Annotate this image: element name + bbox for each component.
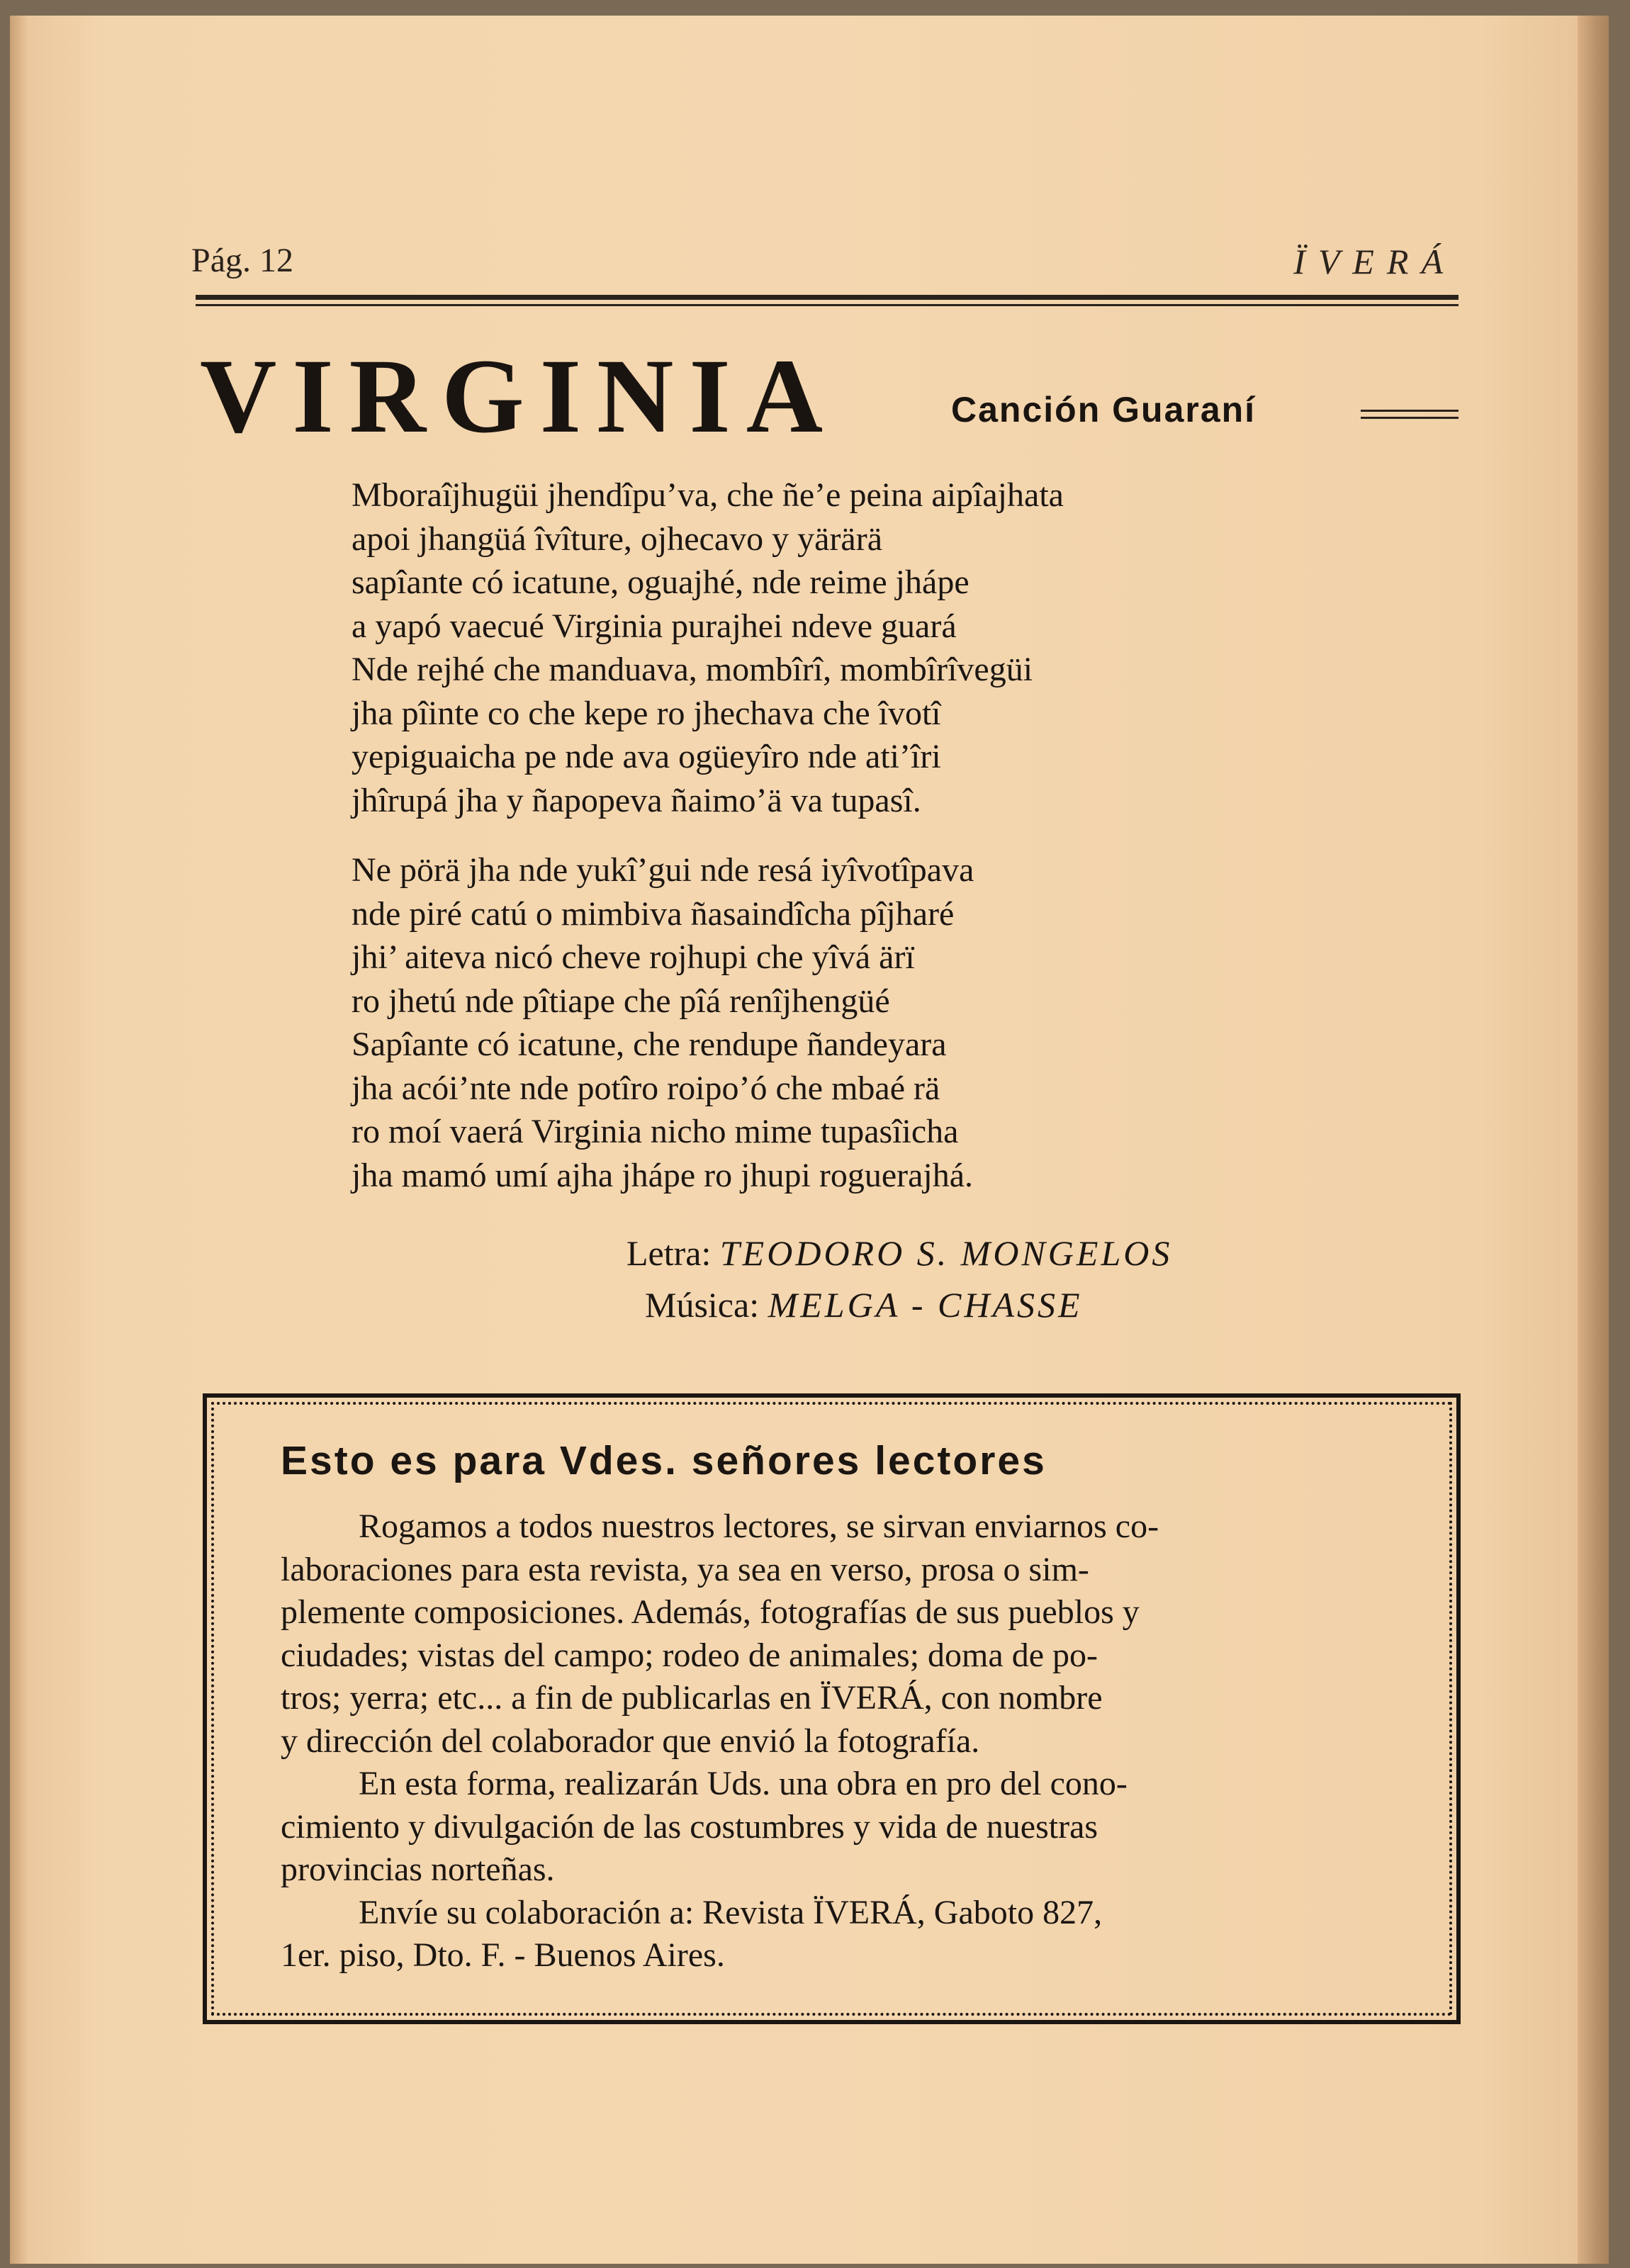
running-title: ÏVERÁ	[1293, 242, 1456, 281]
music-credit	[645, 1284, 1083, 1325]
notice-line: Rogamos a todos nuestros lectores, se sirvan enviarnos co-	[359, 1508, 1159, 1545]
header-rule-thick	[196, 295, 1458, 300]
verse-line: a yapó vaecué Virginia purajhei ndeve guará	[352, 607, 957, 645]
page-number: Pág. 12	[191, 242, 293, 279]
notice-body	[281, 1505, 1400, 1977]
header-rule-thin	[196, 304, 1458, 306]
notice-line: Envíe su colaboración a: Revista ÏVERÁ, Gaboto 827,	[359, 1893, 1103, 1931]
magazine-page	[10, 16, 1609, 2264]
lyrics-label: Letra:	[626, 1233, 712, 1273]
notice-line: En esta forma, realizarán Uds. una obra en pro del cono-	[359, 1765, 1128, 1802]
verse-line: sapîante có icatune, oguajhé, nde reime jhápe	[352, 563, 969, 601]
page-binding-edge	[1578, 16, 1609, 2264]
song-title: VIRGINIA	[200, 337, 839, 455]
notice-line: laboraciones para esta revista, ya sea en verso, prosa o sim-	[281, 1550, 1089, 1588]
verse-line: jha acói’nte nde potîro roipo’ó che mbaé rä	[352, 1069, 940, 1107]
notice-line: ciudades; vistas del campo; rodeo de animales; doma de po-	[281, 1636, 1098, 1674]
notice-line: provincias norteñas.	[281, 1851, 555, 1888]
verse-line: yepiguaicha pe nde ava ogüeyîro nde ati’îri	[352, 738, 941, 775]
verse-line: Ne pörä jha nde yukî’gui nde resá iyîvotîpava	[352, 851, 974, 889]
notice-line: plemente composiciones. Además, fotografías de sus pueblos y	[281, 1593, 1140, 1631]
verse-line: jha mamó umí ajha jhápe ro jhupi roguerajhá.	[352, 1156, 974, 1194]
music-label: Música:	[645, 1285, 760, 1325]
verse-line: jha pîinte co che kepe ro jhechava che îvotî	[352, 694, 941, 732]
stanza-2	[352, 848, 974, 1197]
lyrics-author: TEODORO S. MONGELOS	[719, 1233, 1173, 1273]
notice-line: tros; yerra; etc... a fin de publicarlas en ÏVERÁ, con nombre	[281, 1679, 1103, 1717]
lyrics-credit	[626, 1233, 1172, 1274]
notice-line: cimiento y divulgación de las costumbres y vida de nuestras	[281, 1807, 1098, 1846]
verse-line: Sapîante có icatune, che rendupe ñandeyara	[352, 1026, 947, 1063]
music-author: MELGA - CHASSE	[768, 1285, 1083, 1325]
notice-line: y dirección del colaborador que envió la fotografía.	[281, 1722, 980, 1760]
verse-line: Nde rejhé che manduava, mombîrî, mombîrîvegüi	[352, 651, 1033, 688]
verse-line: ro jhetú nde pîtiape che pîá renîjhengüé	[352, 982, 890, 1020]
verse-line: apoi jhangüá îvîture, ojhecavo y yärärä	[352, 520, 883, 558]
subtitle-rule	[1361, 417, 1458, 419]
notice-line: 1er. piso, Dto. F. - Buenos Aires.	[281, 1936, 725, 1974]
verse-line: nde piré catú o mimbiva ñasaindîcha pîjharé	[352, 894, 955, 933]
readers-notice-box	[203, 1393, 1461, 2024]
page-left-edge	[10, 16, 28, 2264]
verse-line: ro moí vaerá Virginia nicho mime tupasîicha	[352, 1113, 959, 1150]
verse-line: jhîrupá jha y ñapopeva ñaimo’ä va tupasî.	[352, 781, 921, 819]
verse-line: Mboraîjhugüi jhendîpu’va, che ñe’e peina aipîajhata	[352, 476, 1064, 514]
song-subtitle: Canción Guaraní	[951, 390, 1257, 430]
verse-line: jhi’ aiteva nicó cheve rojhupi che yîvá ärï	[352, 938, 915, 976]
subtitle-rule	[1361, 410, 1458, 412]
page-header	[187, 241, 1463, 291]
stanza-1	[352, 473, 1064, 822]
notice-heading: Esto es para Vdes. señores lectores	[281, 1438, 1047, 1483]
